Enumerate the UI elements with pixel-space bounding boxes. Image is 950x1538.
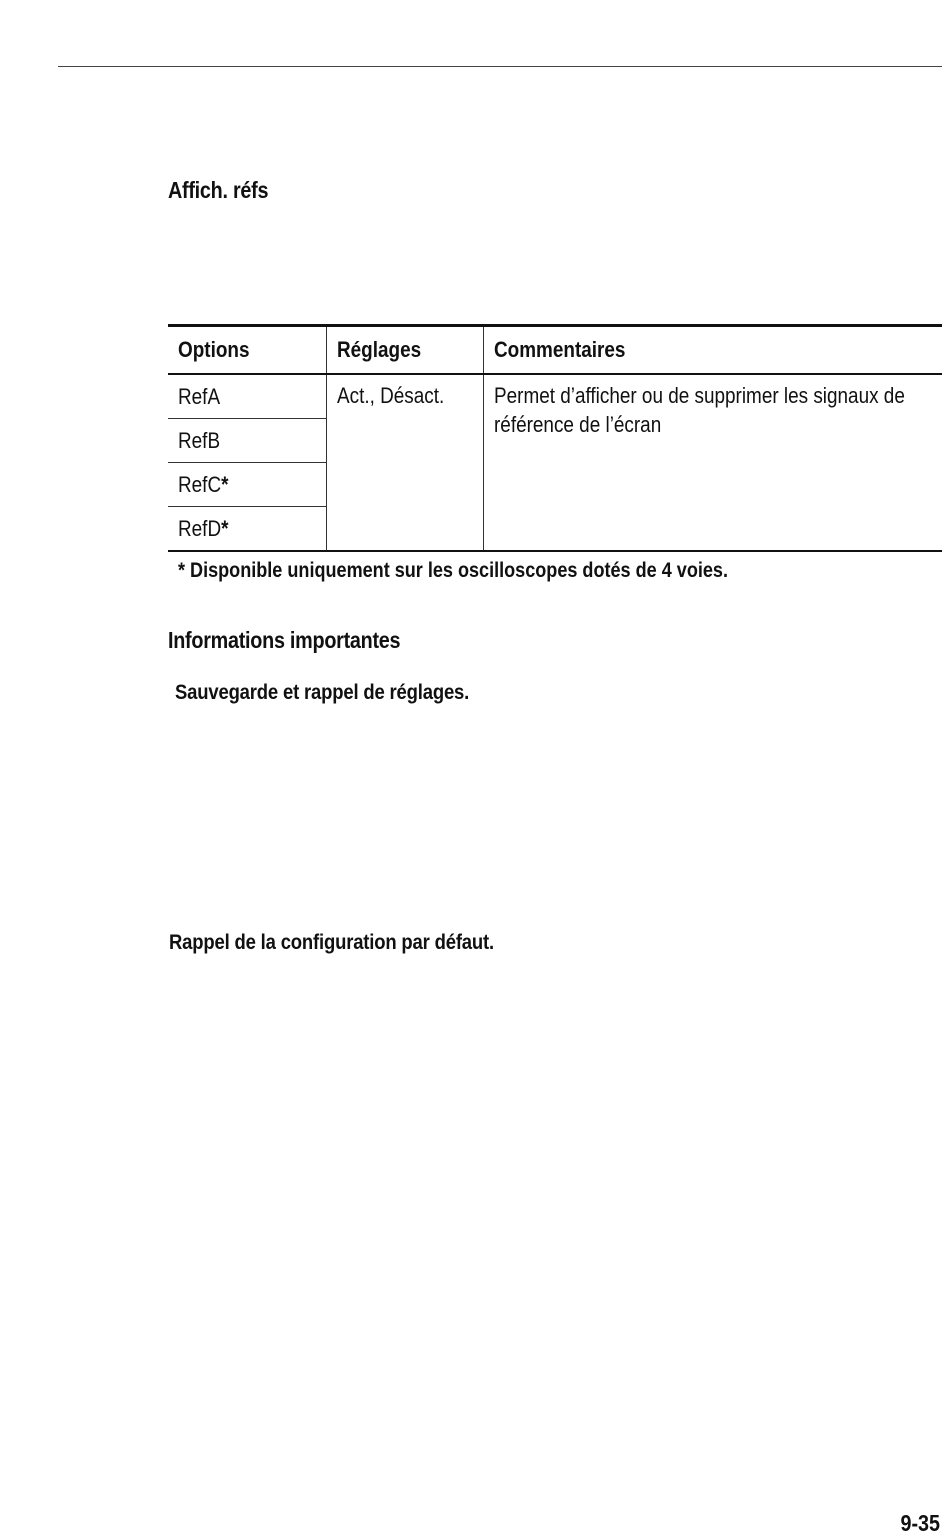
table-header-row [168, 326, 942, 375]
option-cell: RefB [168, 419, 326, 463]
comments-cell: Permet d’afficher ou de supprimer les signaux de référence de l’écran [483, 374, 942, 551]
option-cell: RefC* [168, 463, 326, 507]
section-title: Affich. réfs [168, 177, 269, 203]
table-row [168, 374, 942, 419]
column-header-settings: Réglages [326, 326, 483, 375]
options-table [168, 324, 942, 552]
default-setup-heading: Rappel de la configuration par défaut. [169, 931, 494, 954]
column-header-options: Options [168, 326, 326, 375]
info-title: Informations importantes [168, 627, 401, 653]
save-recall-heading: Sauvegarde et rappel de réglages. [175, 681, 470, 704]
table-footnote: * Disponible uniquement sur les oscilloscopes dotés de 4 voies. [178, 559, 728, 582]
option-cell: RefD* [178, 516, 229, 541]
option-cell: RefA [168, 374, 326, 419]
settings-cell: Act., Désact. [326, 374, 483, 551]
column-header-comments: Commentaires [483, 326, 942, 375]
page-number: 9-35 [900, 1510, 940, 1536]
header-rule [58, 66, 942, 67]
